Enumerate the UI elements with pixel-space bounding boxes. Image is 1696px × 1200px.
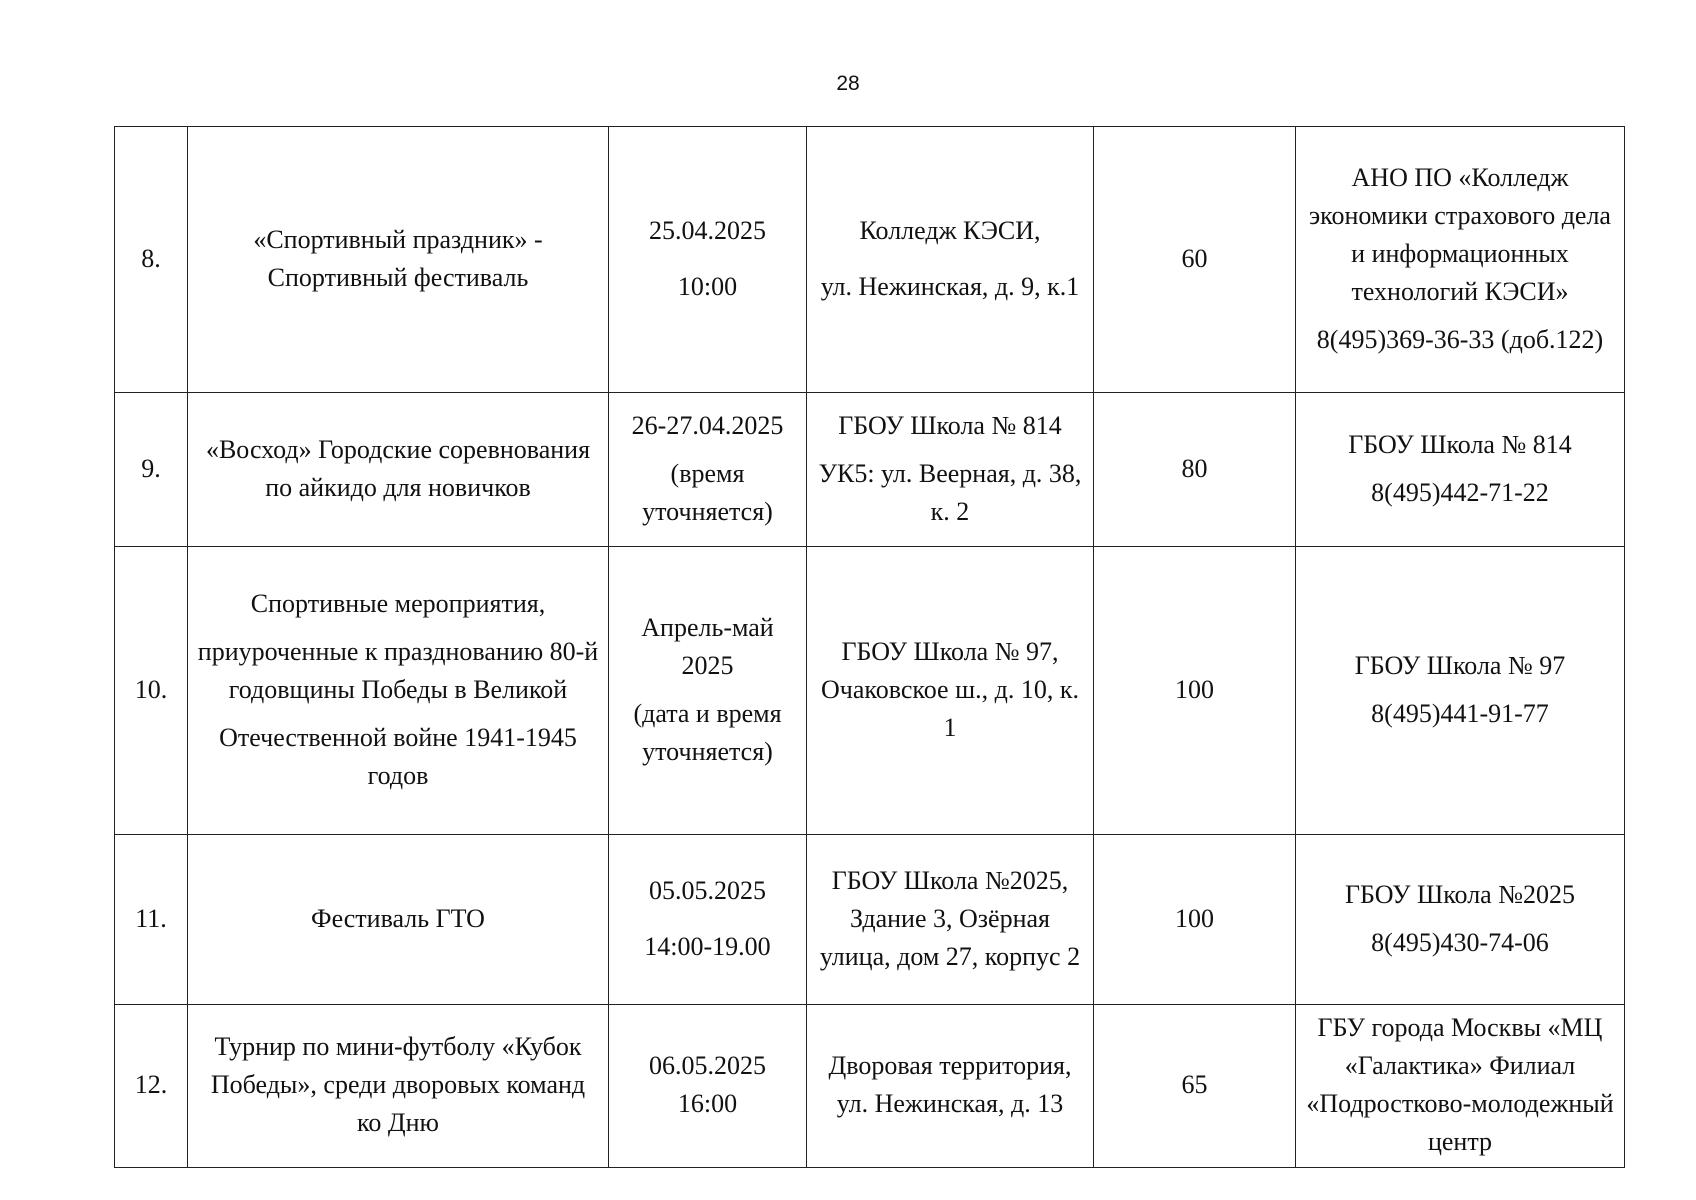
place-cell (807, 393, 1094, 547)
event-time: 14:00-19.00 (644, 931, 771, 961)
table-row (115, 1005, 1625, 1168)
event-name-line: приуроченные к празднованию 80-й годовщины Победы в Великой (197, 636, 599, 704)
row-number: 12. (115, 1005, 188, 1168)
table-row (115, 127, 1625, 393)
participants-cell: 100 (1094, 835, 1296, 1005)
place-line: Дворовая территория, ул. Нежинская, д. 13 (828, 1051, 1072, 1118)
event-name-line: «Спортивный праздник» - (253, 224, 543, 254)
organizer-phone: 8(495)430-74-06 (1371, 927, 1549, 957)
date-cell (609, 835, 807, 1005)
event-name-line: Спортивный фестиваль (267, 262, 529, 292)
event-name-line: Фестиваль ГТО (311, 903, 485, 933)
date-cell (609, 393, 807, 547)
place-cell (807, 1005, 1094, 1168)
organizer-cell (1296, 393, 1625, 547)
row-number: 11. (115, 835, 188, 1005)
date-cell (609, 547, 807, 835)
place-line: ГБОУ Школа № 97, Очаковское ш., д. 10, к. 1 (821, 636, 1079, 742)
table-row (115, 393, 1625, 547)
date-cell (609, 127, 807, 393)
organizer-cell (1296, 127, 1625, 393)
organizer-name: ГБУ города Москвы «МЦ «Галактика» Филиал «Подростково-молодежный центр (1306, 1013, 1614, 1156)
organizer-cell (1296, 547, 1625, 835)
table-row (115, 547, 1625, 835)
organizer-name: ГБОУ Школа № 97 (1354, 650, 1566, 680)
organizer-phone: 8(495)441-91-77 (1371, 698, 1549, 728)
participants-cell: 65 (1094, 1005, 1296, 1168)
place-line: ГБОУ Школа №2025, Здание 3, Озёрная улица, дом 27, корпус 2 (819, 865, 1081, 971)
event-name-line: Турнир по мини-футболу «Кубок Победы», среди дворовых команд ко Дню (210, 1032, 586, 1137)
organizer-cell (1296, 835, 1625, 1005)
event-time: (время уточняется) (642, 458, 773, 526)
event-name-line: Спортивные мероприятия, (250, 588, 546, 618)
date-cell (609, 1005, 807, 1168)
organizer-name: ГБОУ Школа №2025 (1344, 879, 1576, 909)
row-number: 9. (115, 393, 188, 547)
event-name-line: Отечественной войне 1941-1945 годов (219, 722, 577, 790)
event-name-cell (188, 127, 609, 393)
event-name-cell (188, 1005, 609, 1168)
organizer-name: АНО ПО «Колледж экономики страхового дела и информационных технологий КЭСИ» (1309, 162, 1611, 306)
place-line: УК5: ул. Веерная, д. 38, к. 2 (818, 458, 1082, 526)
event-name-cell (188, 393, 609, 547)
event-date: 25.04.2025 (649, 215, 766, 245)
place-cell (807, 127, 1094, 393)
place-cell (807, 835, 1094, 1005)
participants-cell: 80 (1094, 393, 1296, 547)
participants-cell: 100 (1094, 547, 1296, 835)
row-number: 10. (115, 547, 188, 835)
event-date: Апрель-май 2025 (641, 612, 774, 680)
event-time: 16:00 (677, 1089, 738, 1118)
table-row (115, 835, 1625, 1005)
place-line: Колледж КЭСИ, (859, 215, 1041, 245)
row-number: 8. (115, 127, 188, 393)
events-table (114, 126, 1625, 1168)
place-line: ул. Нежинская, д. 9, к.1 (820, 271, 1080, 301)
event-time: (дата и время уточняется) (633, 698, 782, 766)
organizer-cell (1296, 1005, 1625, 1168)
place-line: ГБОУ Школа № 814 (838, 410, 1062, 440)
participants-cell: 60 (1094, 127, 1296, 393)
event-date: 05.05.2025 (649, 875, 766, 905)
event-date: 06.05.2025 (649, 1051, 766, 1080)
page-number: 28 (836, 72, 860, 95)
event-date: 26-27.04.2025 (631, 410, 784, 440)
event-name-line: «Восход» Городские соревнования по айкидо для новичков (205, 434, 591, 502)
event-name-cell (188, 835, 609, 1005)
organizer-name: ГБОУ Школа № 814 (1348, 429, 1572, 459)
organizer-phone: 8(495)442-71-22 (1371, 477, 1549, 507)
event-name-cell (188, 547, 609, 835)
event-time: 10:00 (677, 271, 738, 301)
place-cell (807, 547, 1094, 835)
organizer-phone: 8(495)369-36-33 (доб.122) (1316, 324, 1604, 354)
